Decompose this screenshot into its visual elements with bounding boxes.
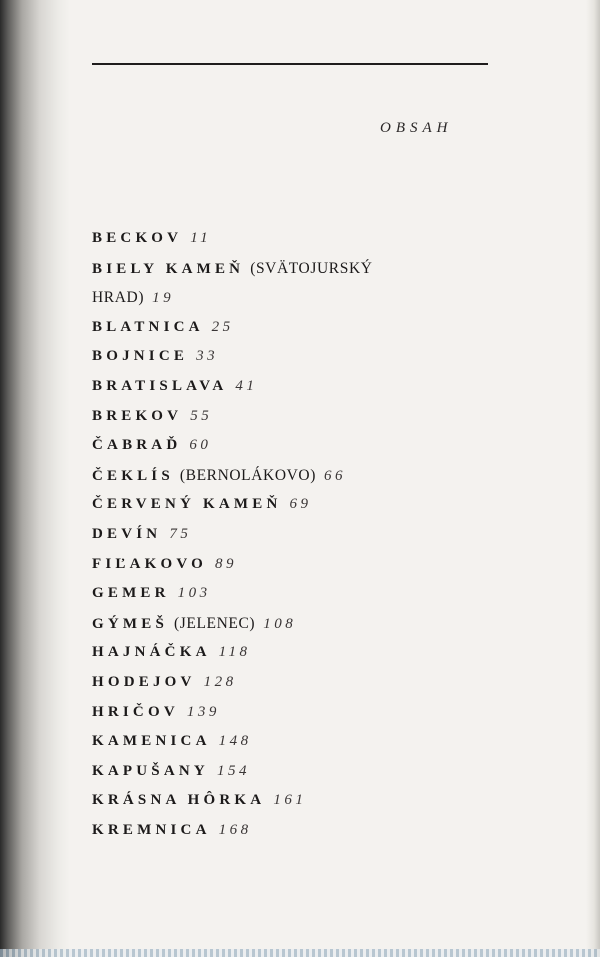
- entry-title: BECKOV: [92, 230, 183, 246]
- toc-entry: [92, 283, 512, 313]
- toc-entry: [92, 520, 512, 550]
- entry-title: KAMENICA: [92, 733, 211, 750]
- entry-title: FIĽAKOVO: [92, 555, 207, 572]
- scanner-edge: [0, 949, 600, 957]
- entry-page-number: 69: [289, 496, 312, 513]
- entry-subtitle: (JELENEC): [174, 614, 256, 632]
- entry-page-number: 60: [189, 437, 212, 454]
- toc-entry: [92, 224, 512, 254]
- entry-page-number: 75: [169, 525, 192, 542]
- entry-title: ČABRAĎ: [92, 437, 182, 454]
- binding-shadow: [0, 0, 70, 957]
- table-of-contents: [92, 224, 512, 845]
- entry-page-number: 168: [218, 821, 252, 838]
- toc-entry: [92, 786, 512, 816]
- entry-title: BRATISLAVA: [92, 377, 228, 394]
- entry-page-number: 41: [235, 377, 258, 394]
- entry-title: BOJNICE: [92, 348, 189, 365]
- entry-page-number: 154: [216, 762, 250, 779]
- toc-entry: [92, 313, 512, 343]
- entry-title: KAPUŠANY: [92, 762, 209, 779]
- entry-title: GÝMEŠ: [92, 615, 169, 632]
- entry-page-number: 161: [273, 792, 307, 809]
- toc-entry: [92, 579, 512, 609]
- entry-title: BIELY KAMEŇ: [92, 260, 245, 277]
- toc-entry: [92, 698, 512, 728]
- toc-entry: [92, 609, 512, 639]
- entry-page-number: 11: [190, 230, 212, 246]
- page-edge-shadow: [586, 0, 600, 957]
- toc-entry: [92, 254, 512, 284]
- entry-title: BLATNICA: [92, 318, 204, 335]
- entry-title: ČEKLÍS: [92, 467, 174, 484]
- entry-title: BREKOV: [92, 407, 183, 424]
- entry-page-number: 66: [323, 467, 346, 484]
- page-title: OBSAH: [380, 120, 453, 136]
- entry-page-number: 89: [214, 555, 237, 572]
- entry-page-number: 139: [186, 703, 220, 720]
- toc-entry: [92, 342, 512, 372]
- entry-page-number: 25: [211, 318, 234, 335]
- toc-entry: [92, 402, 512, 432]
- toc-entry: [92, 372, 512, 402]
- header-rule: [92, 63, 488, 65]
- toc-entry: [92, 668, 512, 698]
- toc-entry: [92, 550, 512, 580]
- entry-page-number: 108: [263, 615, 297, 632]
- entry-title: HAJNÁČKA: [92, 644, 211, 661]
- toc-entry: [92, 638, 512, 668]
- entry-subtitle: (SVÄTOJURSKÝ: [250, 259, 373, 277]
- toc-entry: [92, 490, 512, 520]
- entry-title: KREMNICA: [92, 821, 211, 838]
- entry-title: GEMER: [92, 585, 170, 602]
- entry-page-number: 103: [177, 585, 211, 602]
- entry-title: KRÁSNA HÔRKA: [92, 792, 266, 809]
- entry-page-number: 19: [152, 290, 175, 307]
- entry-title: ČERVENÝ KAMEŇ: [92, 496, 282, 513]
- entry-page-number: 55: [190, 407, 213, 424]
- toc-entry: [92, 727, 512, 757]
- toc-entry: [92, 431, 512, 461]
- entry-subtitle: HRAD): [92, 289, 145, 307]
- entry-page-number: 148: [218, 733, 252, 750]
- toc-entry: [92, 757, 512, 787]
- entry-page-number: 33: [196, 348, 219, 365]
- entry-title: HRIČOV: [92, 703, 179, 720]
- toc-entry: [92, 461, 512, 491]
- entry-page-number: 118: [218, 644, 251, 661]
- entry-page-number: 128: [203, 673, 237, 690]
- entry-title: DEVÍN: [92, 525, 162, 542]
- toc-entry: [92, 816, 512, 846]
- entry-title: HODEJOV: [92, 673, 196, 690]
- entry-subtitle: (BERNOLÁKOVO): [179, 466, 316, 484]
